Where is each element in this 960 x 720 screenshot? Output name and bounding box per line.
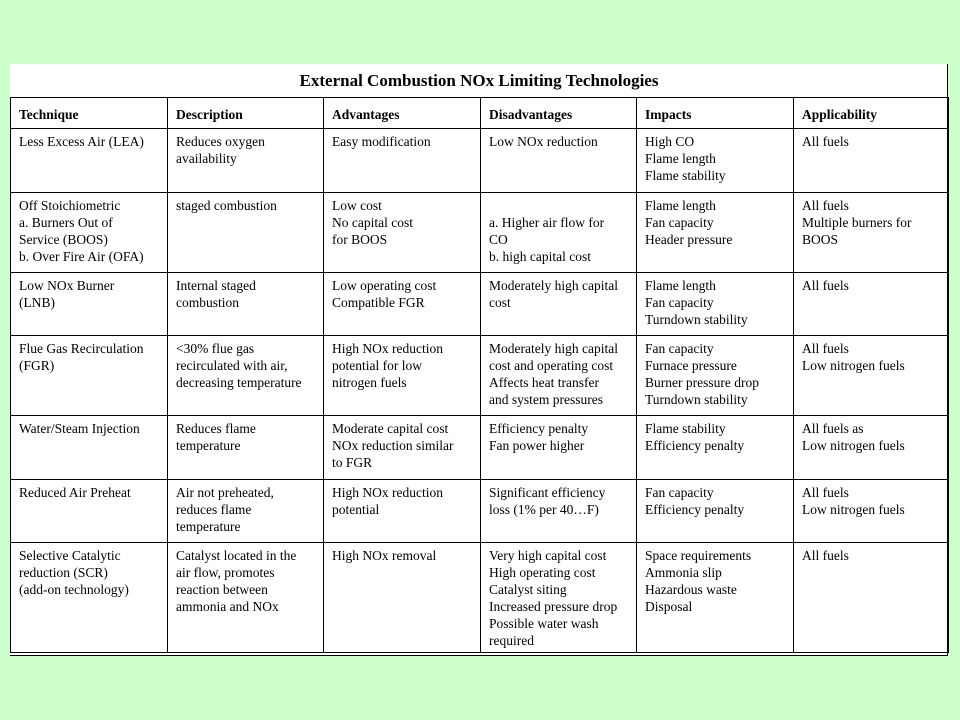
document-page (10, 64, 948, 656)
cell-disadvantages: Moderately high capital cost (481, 273, 637, 336)
cell-disadvantages: Low NOx reduction (481, 129, 637, 193)
cell-description: Reduces oxygen availability (168, 129, 324, 193)
cell-applicability: All fuels (794, 129, 949, 193)
header-impacts: Impacts (637, 98, 794, 129)
cell-applicability: All fuels (794, 273, 949, 336)
cell-impacts: Fan capacity Furnace pressure Burner pressure drop Turndown stability (637, 336, 794, 416)
cell-advantages: Easy modification (324, 129, 481, 193)
cell-impacts: High CO Flame length Flame stability (637, 129, 794, 193)
header-disadvantages: Disadvantages (481, 98, 637, 129)
cell-advantages: High NOx removal (324, 543, 481, 653)
cell-disadvantages: Very high capital cost High operating cost Catalyst siting Increased pressure drop Possible water wash required (481, 543, 637, 653)
cell-advantages: Low cost No capital cost for BOOS (324, 193, 481, 273)
table-row (11, 416, 949, 480)
document-title: External Combustion NOx Limiting Technologies (299, 71, 659, 90)
cell-disadvantages: Efficiency penalty Fan power higher (481, 416, 637, 480)
table-header-row (11, 98, 949, 129)
cell-technique: Off Stoichiometric a. Burners Out of Service (BOOS) b. Over Fire Air (OFA) (11, 193, 168, 273)
table-row (11, 129, 949, 193)
table-row (11, 543, 949, 653)
header-advantages: Advantages (324, 98, 481, 129)
table-row (11, 193, 949, 273)
cell-technique: Flue Gas Recirculation (FGR) (11, 336, 168, 416)
cell-technique: Selective Catalytic reduction (SCR) (add-on technology) (11, 543, 168, 653)
cell-description: Air not preheated, reduces flame temperature (168, 480, 324, 543)
header-description: Description (168, 98, 324, 129)
cell-advantages: High NOx reduction potential (324, 480, 481, 543)
cell-technique: Water/Steam Injection (11, 416, 168, 480)
cell-applicability: All fuels Low nitrogen fuels (794, 480, 949, 543)
table-row (11, 480, 949, 543)
cell-impacts: Flame length Fan capacity Header pressure (637, 193, 794, 273)
cell-impacts: Fan capacity Efficiency penalty (637, 480, 794, 543)
cell-description: Reduces flame temperature (168, 416, 324, 480)
table-row (11, 273, 949, 336)
cell-description: Catalyst located in the air flow, promotes reaction between ammonia and NOx (168, 543, 324, 653)
table-row (11, 336, 949, 416)
cell-applicability: All fuels (794, 543, 949, 653)
cell-advantages: Low operating cost Compatible FGR (324, 273, 481, 336)
header-technique: Technique (11, 98, 168, 129)
cell-technique: Less Excess Air (LEA) (11, 129, 168, 193)
cell-impacts: Space requirements Ammonia slip Hazardous waste Disposal (637, 543, 794, 653)
cell-advantages: Moderate capital cost NOx reduction similar to FGR (324, 416, 481, 480)
cell-impacts: Flame length Fan capacity Turndown stability (637, 273, 794, 336)
cell-applicability: All fuels as Low nitrogen fuels (794, 416, 949, 480)
cell-applicability: All fuels Multiple burners for BOOS (794, 193, 949, 273)
cell-description: staged combustion (168, 193, 324, 273)
nox-technologies-table (10, 97, 949, 653)
cell-applicability: All fuels Low nitrogen fuels (794, 336, 949, 416)
cell-technique: Reduced Air Preheat (11, 480, 168, 543)
header-applicability: Applicability (794, 98, 949, 129)
cell-disadvantages: Moderately high capital cost and operating cost Affects heat transfer and system pressures (481, 336, 637, 416)
cell-impacts: Flame stability Efficiency penalty (637, 416, 794, 480)
cell-description: Internal staged combustion (168, 273, 324, 336)
cell-advantages: High NOx reduction potential for low nitrogen fuels (324, 336, 481, 416)
cell-technique: Low NOx Burner (LNB) (11, 273, 168, 336)
cell-description: <30% flue gas recirculated with air, decreasing temperature (168, 336, 324, 416)
cell-disadvantages: a. Higher air flow for CO b. high capital cost (481, 193, 637, 273)
cell-disadvantages: Significant efficiency loss (1% per 40…F) (481, 480, 637, 543)
